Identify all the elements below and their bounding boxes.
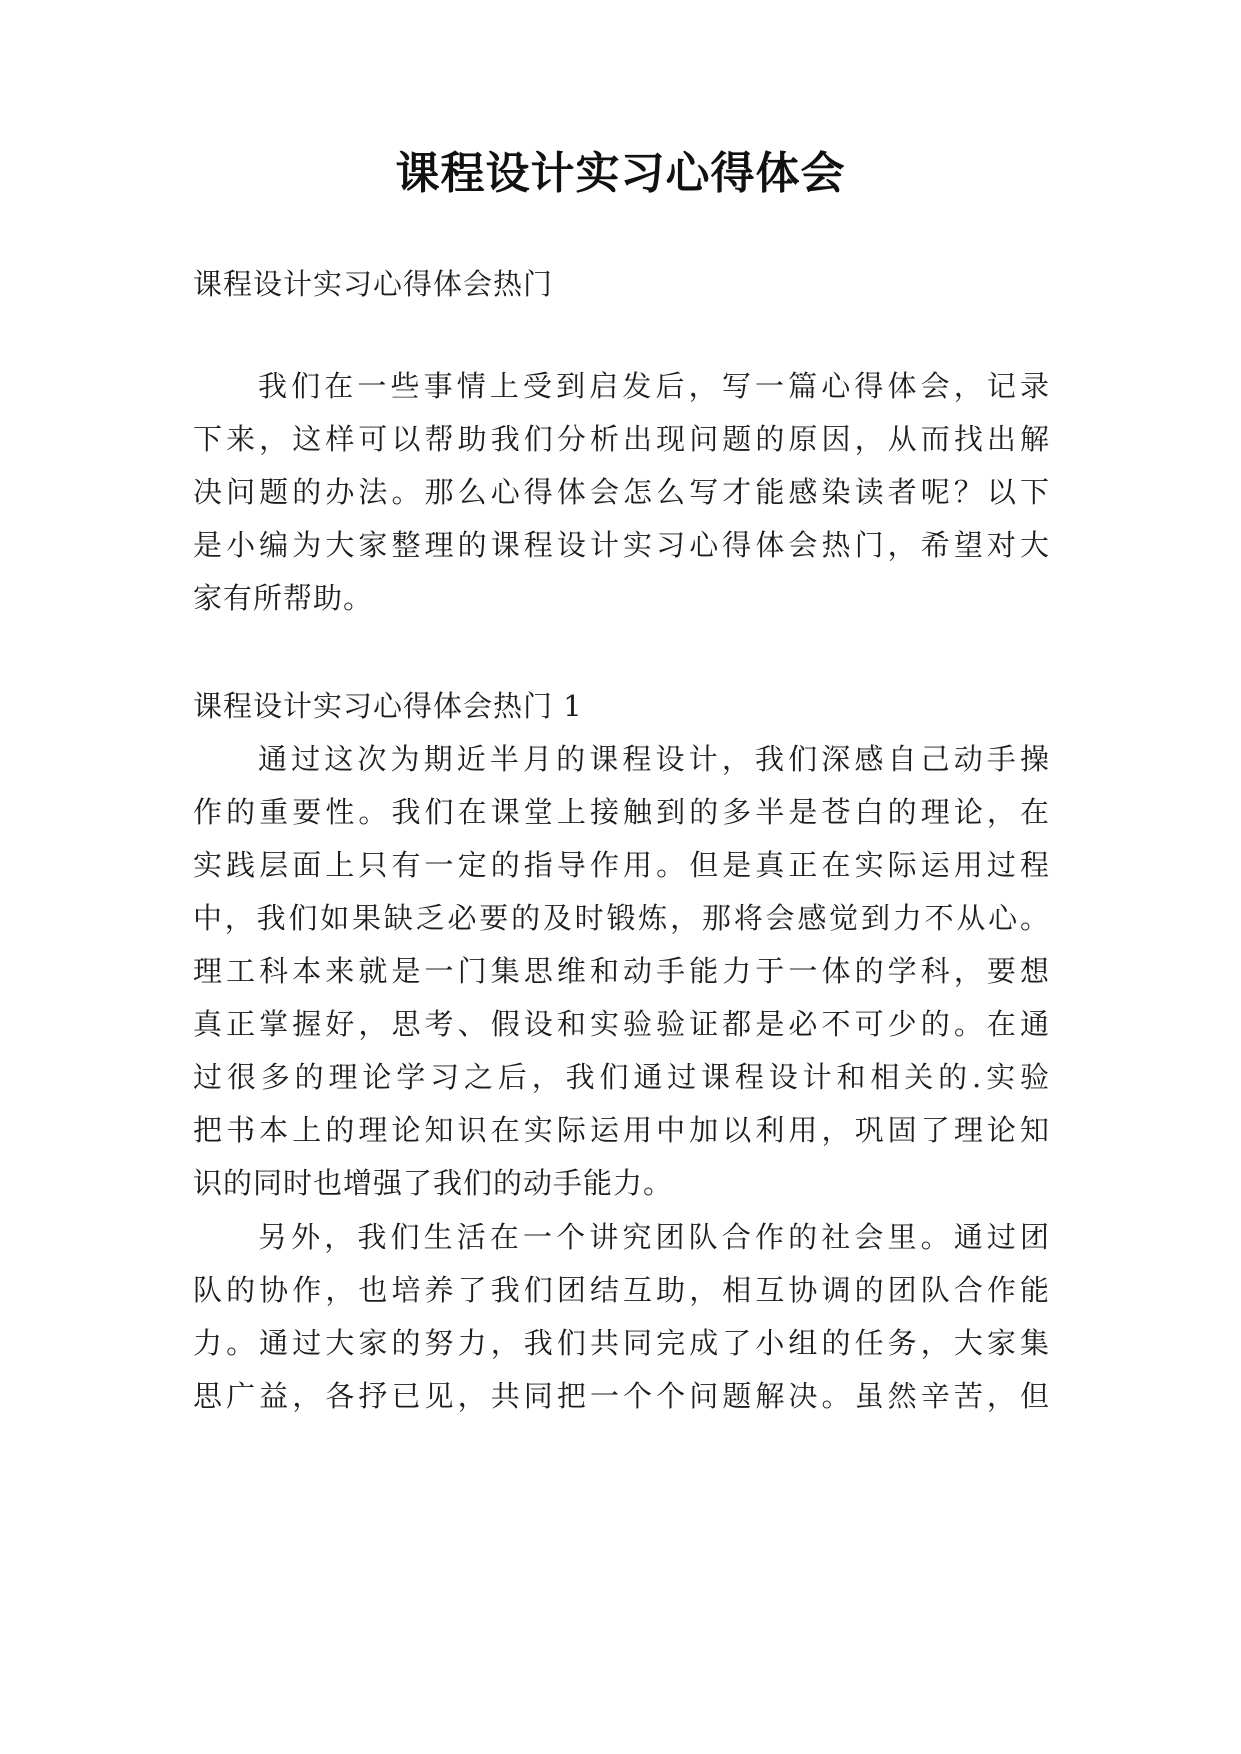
paragraph-line: 队的协作，也培养了我们团结互助，相互协调的团队合作能 — [193, 1273, 1049, 1307]
paragraph-line: 理工科本来就是一门集思维和动手能力于一体的学科，要想 — [193, 954, 1049, 988]
paragraph-line: 过很多的理论学习之后，我们通过课程设计和相关的.实验 — [193, 1060, 1049, 1094]
paragraph-line: 思广益，各抒已见，共同把一个个问题解决。虽然辛苦，但 — [193, 1379, 1049, 1413]
paragraph-line: 力。通过大家的努力，我们共同完成了小组的任务，大家集 — [193, 1326, 1049, 1360]
paragraph-line: 识的同时也增强了我们的动手能力。 — [193, 1166, 674, 1200]
paragraph-line: 作的重要性。我们在课堂上接触到的多半是苍白的理论，在 — [193, 795, 1049, 829]
intro-line: 决问题的办法。那么心得体会怎么写才能感染读者呢？以下 — [193, 475, 1049, 509]
paragraph-line: 另外，我们生活在一个讲究团队合作的社会里。通过团 — [258, 1220, 1049, 1254]
paragraph-line: 实践层面上只有一定的指导作用。但是真正在实际运用过程 — [193, 848, 1049, 882]
intro-line: 我们在一些事情上受到启发后，写一篇心得体会，记录 — [258, 369, 1049, 403]
intro-line: 下来，这样可以帮助我们分析出现问题的原因，从而找出解 — [193, 422, 1049, 456]
document-title: 课程设计实习心得体会 — [395, 148, 846, 199]
intro-line: 家有所帮助。 — [193, 581, 374, 615]
document-subtitle: 课程设计实习心得体会热门 — [193, 267, 554, 301]
paragraph-line: 通过这次为期近半月的课程设计，我们深感自己动手操 — [258, 742, 1049, 776]
section-heading: 课程设计实习心得体会热门 1 — [193, 689, 583, 723]
intro-line: 是小编为大家整理的课程设计实习心得体会热门，希望对大 — [193, 528, 1049, 562]
paragraph-line: 把书本上的理论知识在实际运用中加以利用，巩固了理论知 — [193, 1113, 1049, 1147]
paragraph-line: 中，我们如果缺乏必要的及时锻炼，那将会感觉到力不从心。 — [193, 901, 1049, 935]
paragraph-line: 真正掌握好，思考、假设和实验验证都是必不可少的。在通 — [193, 1007, 1049, 1041]
